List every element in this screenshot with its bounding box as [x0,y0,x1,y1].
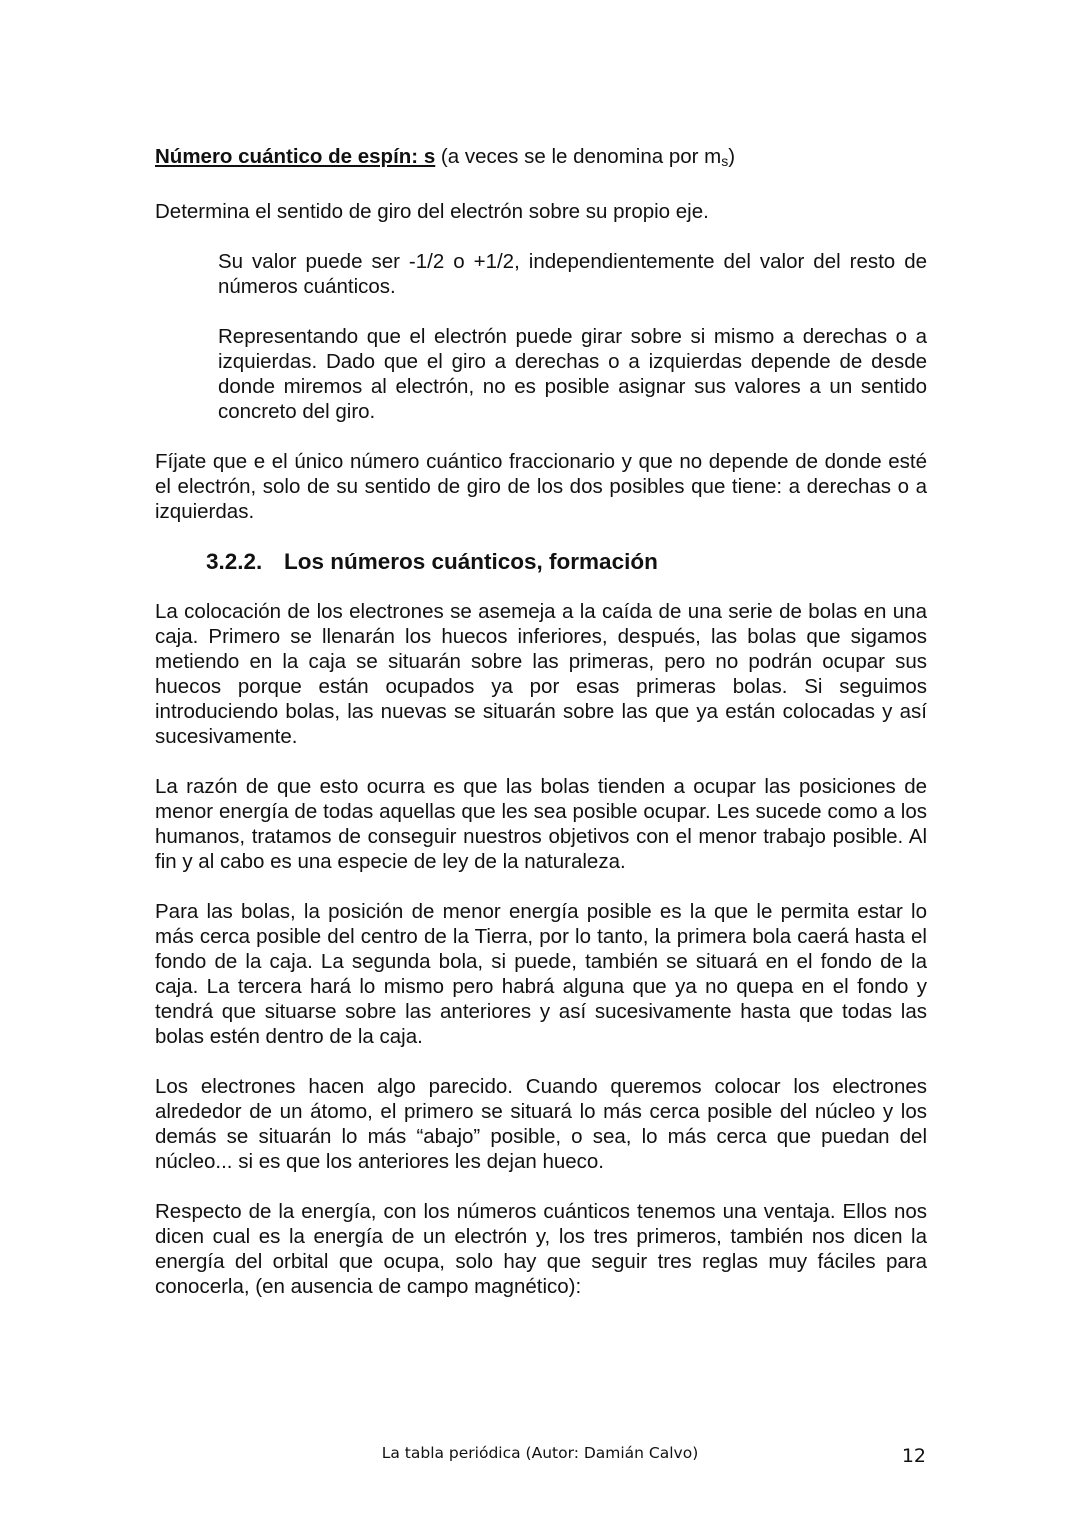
footer-text: La tabla periódica (Autor: Damián Calvo) [381,1444,699,1462]
spin-values-paragraph: Su valor puede ser -1/2 o +1/2, independientemente del valor del resto de números cuánticos. [218,250,927,298]
spin-number-heading [155,144,927,174]
spin-direction-paragraph: Representando que el electrón puede girar sobre si mismo a derechas o a izquierdas. Dado que el giro a derechas o a izquierdas depende de desde donde miremos al electrón, no es posible asignar sus valores a un sentido concreto del giro. [218,325,927,423]
body-paragraph: Para las bolas, la posición de menor energía posible es la que le permita estar lo más cerca posible del centro de la Tierra, por lo tanto, la primera bola caerá hasta el fondo de la caja. La segunda bola, si puede, también se situará en el fondo de la caja. La tercera hará lo mismo pero habrá alguna que ya no quepa en el fondo y tendrá que situarse sobre las anteriores y así sucesivamente hasta que todas las bolas estén dentro de la caja. [155,900,927,1048]
body-paragraph: La colocación de los electrones se asemeja a la caída de una serie de bolas en una caja. Primero se llenarán los huecos inferiores, después, las bolas que sigamos metiendo en la caja se situarán sobre las primeras, pero no podrán ocupar sus huecos porque están ocupados ya por esas primeras bolas. Si seguimos introduciendo bolas, las nuevas se situarán sobre las que ya están colocadas y así sucesivamente. [155,600,927,748]
spin-heading-term: Número cuántico de espín: s [155,145,436,168]
section-title: Los números cuánticos, formación [284,549,658,574]
spin-definition-paragraph: Determina el sentido de giro del electrón sobre su propio eje. [155,200,709,223]
spin-heading-note-subscript: s [721,153,729,169]
section-heading [206,549,927,574]
spin-heading-note-suffix: ) [728,145,736,168]
body-paragraph: Los electrones hacen algo parecido. Cuando queremos colocar los electrones alrededor de un átomo, el primero se situará lo más cerca posible del núcleo y los demás se situarán lo más “abajo” posible, o sea, lo más cerca que puedan del núcleo... si es que los anteriores les dejan hueco. [155,1075,927,1173]
page-number: 12 [901,1445,926,1467]
section-number: 3.2.2. [206,549,263,574]
body-paragraph: La razón de que esto ocurra es que las bolas tienden a ocupar las posiciones de menor energía de todas aquellas que les sea posible ocupar. Les sucede como a los humanos, tratamos de conseguir nuestros objetivos con el menor trabajo posible. Al fin y al cabo es una especie de ley de la naturaleza. [155,775,927,873]
spin-heading-note-prefix: (a veces se le denomina por m [435,145,722,168]
spin-note-paragraph: Fíjate que e el único número cuántico fraccionario y que no depende de donde esté el electrón, solo de su sentido de giro de los dos posibles que tiene: a derechas o a izquierdas. [155,450,927,523]
body-paragraph: Respecto de la energía, con los números cuánticos tenemos una ventaja. Ellos nos dicen cual es la energía de un electrón y, los tres primeros, también nos dicen la energía del orbital que ocupa, solo hay que seguir tres reglas muy fáciles para conocerla, (en ausencia de campo magnético): [155,1200,927,1298]
page-content [155,144,927,1324]
